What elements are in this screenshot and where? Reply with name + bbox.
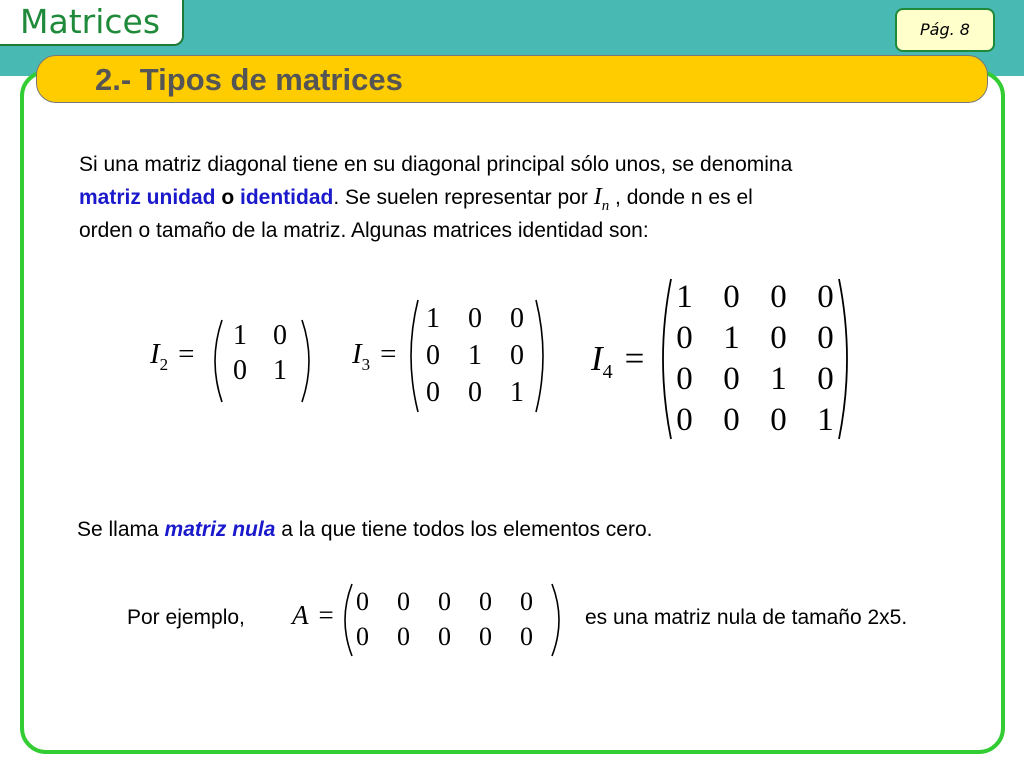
- matrix-zero-cell: 0: [438, 622, 451, 651]
- section-title: 2.- Tipos de matrices: [95, 62, 403, 97]
- matrix-zero-grid: [342, 584, 547, 654]
- matrix-i3-cell: 1: [468, 340, 482, 371]
- section-header: [36, 55, 988, 103]
- matrix-i4-cell: 1: [676, 279, 693, 315]
- matrix-i4-cell: 0: [676, 361, 693, 397]
- null-text-pre: Se llama: [77, 518, 165, 541]
- symbol-in: $I_n$: [593, 184, 610, 214]
- matrix-i3-cell: 1: [510, 377, 524, 408]
- matrix-i4-cell: 0: [723, 402, 740, 438]
- null-text-post: a la que tiene todos los elementos cero.: [275, 518, 653, 541]
- example-suffix: es una matriz nula de tamaño 2x5.: [585, 606, 908, 629]
- matrix-zero-cell: 0: [397, 622, 410, 651]
- matrix-i4-right-paren: [835, 277, 857, 441]
- matrix-i4-label: $I_4$ =: [591, 339, 645, 383]
- matrix-i4-cell: 1: [723, 320, 740, 356]
- matrix-i4-cell: 0: [723, 279, 740, 315]
- matrix-i3-label: $I_3$ =: [352, 338, 397, 374]
- matrix-i4-cell: 0: [770, 279, 787, 315]
- matrix-i4-cell: 0: [770, 320, 787, 356]
- matrix-zero-cell: 0: [479, 587, 492, 616]
- title-tab: [0, 0, 184, 46]
- page-number: Pág. 8: [920, 20, 970, 39]
- matrix-zero-cell: 0: [356, 587, 369, 616]
- null-matrix-sentence: [77, 518, 652, 542]
- term-matriz-nula: matriz nula: [164, 518, 276, 541]
- matrix-i4-cell: 0: [817, 361, 834, 397]
- matrix-i4-cell: 1: [770, 361, 787, 397]
- matrix-i4-cell: 1: [817, 402, 834, 438]
- matrix-zero-cell: 0: [479, 622, 492, 651]
- matrix-i2-cell: 1: [273, 355, 287, 386]
- matrix-i2-cell: 0: [273, 320, 287, 351]
- matrix-zero-cell: 0: [397, 587, 410, 616]
- matrix-i3-right-paren: [532, 298, 552, 414]
- matrix-i3-cell: 1: [426, 303, 440, 334]
- para-text-1: Si una matriz diagonal tiene en su diagonal principal sólo unos, se denomina: [79, 153, 793, 176]
- matrix-i2-grid: [220, 318, 300, 388]
- para-text-2: . Se suelen representar por: [333, 186, 594, 209]
- para-text-3: , donde n es el: [609, 186, 753, 209]
- matrix-i3-grid: [412, 300, 538, 411]
- matrix-i4-cell: 0: [723, 361, 740, 397]
- matrix-i3-cell: 0: [468, 303, 482, 334]
- matrix-i4-cell: 0: [817, 279, 834, 315]
- matrix-i4-cell: 0: [770, 402, 787, 438]
- matrix-i2-cell: 0: [233, 355, 247, 386]
- matrix-i2-label: $I_2$ =: [150, 338, 195, 374]
- matrix-zero-cell: 0: [520, 622, 533, 651]
- matrix-zero-right-paren: [548, 582, 568, 658]
- matrix-zero-cell: 0: [356, 622, 369, 651]
- term-matriz-unidad: matriz unidad: [79, 186, 216, 209]
- matrix-i2-right-paren: [298, 318, 318, 404]
- page-number-tab: [895, 8, 995, 52]
- matrix-i3-cell: 0: [510, 340, 524, 371]
- matrix-i2-cell: 1: [233, 320, 247, 351]
- matrix-i3-cell: 0: [426, 340, 440, 371]
- matrix-zero-cell: 0: [438, 587, 451, 616]
- para-text-4: orden o tamaño de la matriz. Algunas matrices identidad son:: [79, 219, 649, 242]
- matrix-i4-grid: [661, 277, 849, 441]
- matrix-i3-cell: 0: [510, 303, 524, 334]
- matrix-i4-cell: 0: [676, 320, 693, 356]
- term-identidad: identidad: [240, 186, 334, 209]
- matrix-i4-cell: 0: [817, 320, 834, 356]
- conj-o: o: [215, 186, 241, 209]
- matrix-zero-cell: 0: [520, 587, 533, 616]
- matrix-i4-cell: 0: [676, 402, 693, 438]
- matrix-i3-cell: 0: [426, 377, 440, 408]
- matrix-i3-cell: 0: [468, 377, 482, 408]
- app-title: Matrices: [20, 2, 161, 41]
- matrix-zero-label: A =: [292, 600, 334, 630]
- example-prefix: Por ejemplo,: [127, 606, 245, 629]
